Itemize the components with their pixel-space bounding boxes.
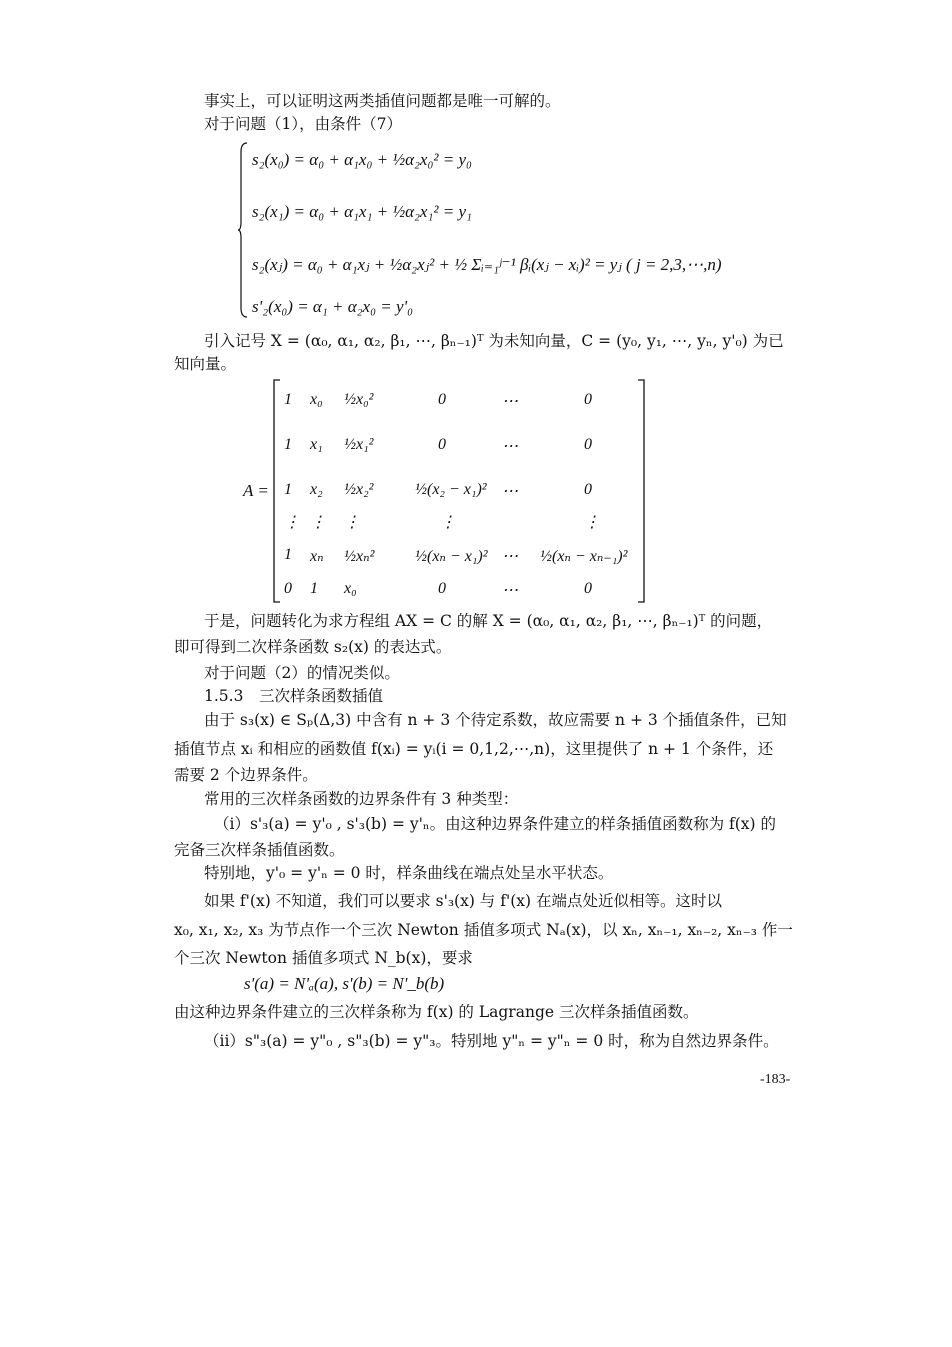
equation-newton-condition: s'(a) = N'ₐ(a), s'(b) = N'_b(b)	[244, 974, 445, 993]
matrix-cell-r1-c5: ⋯	[502, 393, 518, 410]
matrix-cell-r6-c1: 0	[284, 580, 292, 597]
paragraph-notation: 引入记号 X = (α₀, α₁, α₂, β₁, ⋯, βₙ₋₁)ᵀ 为未知向量，C = (y₀, y₁, ⋯, yₙ, y'₀) 为已	[204, 332, 784, 350]
equation-s2-xj: s₂(xⱼ) = α₀ + α₁xⱼ + ½α₂xⱼ² + ½ Σᵢ₌₁ʲ⁻¹ βᵢ(xⱼ − xᵢ)² = yⱼ ( j = 2,3,⋯,n)	[252, 255, 722, 274]
paragraph-boundary-i-cont: 完备三次样条插值函数。	[174, 841, 345, 859]
matrix-cell-r1-c6: 0	[584, 391, 592, 408]
paragraph-cubic-intro-cont2: 需要 2 个边界条件。	[174, 766, 318, 784]
paragraph-problem2: 对于问题（2）的情况类似。	[204, 664, 400, 682]
matrix-cell-r4-c3: ⋮	[344, 514, 360, 531]
matrix-cell-r2-c5: ⋯	[502, 438, 518, 455]
matrix-label: A =	[243, 481, 269, 500]
paragraph-reduction: 于是，问题转化为求方程组 AX = C 的解 X = (α₀, α₁, α₂, β₁, ⋯, βₙ₋₁)ᵀ 的问题，	[204, 612, 773, 630]
paragraph-boundary-i: （i）s'₃(a) = y'₀ , s'₃(b) = y'ₙ。由这种边界条件建立的样条插值函数称为 f(x) 的	[214, 815, 777, 833]
matrix-cell-r2-c1: 1	[284, 436, 292, 453]
paragraph-lagrange: 由这种边界条件建立的三次样条称为 f(x) 的 Lagrange 三次样条插值函数。	[174, 1003, 699, 1021]
paragraph-notation-cont: 知向量。	[174, 355, 237, 373]
matrix-cell-r3-c2: x₂	[310, 481, 323, 498]
equation-brace	[238, 142, 248, 318]
matrix-cell-r3-c1: 1	[284, 481, 292, 498]
matrix-cell-r2-c6: 0	[584, 436, 592, 453]
paragraph-special-case: 特别地，y'₀ = y'ₙ = 0 时，样条曲线在端点处呈水平状态。	[204, 864, 614, 882]
matrix-cell-r4-c6: ⋮	[584, 514, 600, 531]
equation-s2-x0: s₂(x₀) = α₀ + α₁x₀ + ½α₂x₀² = y₀	[252, 150, 472, 169]
matrix-cell-r5-c1: 1	[284, 546, 292, 563]
matrix-cell-r5-c2: xₙ	[310, 548, 324, 565]
matrix-cell-r4-c1: ⋮	[284, 514, 300, 531]
matrix-cell-r1-c4: 0	[438, 391, 446, 408]
matrix-cell-r1-c2: x₀	[310, 391, 323, 408]
matrix-cell-r6-c4: 0	[438, 580, 446, 597]
matrix-cell-r6-c3: x₀	[344, 580, 357, 597]
paragraph-newton: 如果 f'(x) 不知道，我们可以要求 s'₃(x) 与 f'(x) 在端点处近似相等。这时以	[204, 892, 722, 910]
matrix-cell-r2-c4: 0	[438, 436, 446, 453]
paragraph-boundary-ii: （ii）s"₃(a) = y"₀ , s"₃(b) = y"₃。特别地 y"ₙ = y"ₙ = 0 时，称为自然边界条件。	[204, 1032, 779, 1050]
matrix-cell-r2-c3: ½x₁²	[344, 436, 374, 453]
page-number: -183-	[760, 1072, 791, 1087]
matrix-cell-r4-c2: ⋮	[310, 514, 326, 531]
matrix-cell-r3-c6: 0	[584, 481, 592, 498]
matrix-cell-r5-c6: ½(xₙ − xₙ₋₁)²	[540, 548, 628, 565]
matrix-cell-r5-c4: ½(xₙ − x₁)²	[415, 548, 488, 565]
paragraph-newton-cont2: 个三次 Newton 插值多项式 N_b(x)，要求	[174, 949, 473, 967]
matrix-cell-r6-c5: ⋯	[502, 582, 518, 599]
matrix-cell-r3-c5: ⋯	[502, 483, 518, 500]
equation-s2-x1: s₂(x₁) = α₀ + α₁x₁ + ½α₂x₁² = y₁	[252, 202, 472, 221]
matrix-cell-r3-c4: ½(x₂ − x₁)²	[415, 481, 487, 498]
section-heading-cubic-spline: 1.5.3 三次样条函数插值	[204, 687, 383, 705]
paragraph-reduction-cont: 即可得到二次样条函数 s₂(x) 的表达式。	[174, 638, 452, 656]
equation-derivative-x0: s'₂(x₀) = α₁ + α₂x₀ = y'₀	[252, 297, 414, 316]
matrix-cell-r5-c5: ⋯	[502, 548, 518, 565]
paragraph-cubic-intro: 由于 s₃(x) ∈ Sₚ(Δ,3) 中含有 n + 3 个待定系数，故应需要 n + 3 个插值条件，已知	[204, 711, 787, 729]
matrix-cell-r5-c3: ½xₙ²	[344, 548, 375, 565]
paragraph-newton-cont1: x₀, x₁, x₂, x₃ 为节点作一个三次 Newton 插值多项式 Nₐ(x)，以 xₙ, xₙ₋₁, xₙ₋₂, xₙ₋₃ 作一	[174, 921, 793, 939]
matrix-cell-r6-c6: 0	[584, 580, 592, 597]
paragraph-uniqueness: 事实上，可以证明这两类插值问题都是唯一可解的。	[204, 92, 561, 110]
paragraph-boundary-types: 常用的三次样条函数的边界条件有 3 种类型：	[204, 790, 519, 808]
paragraph-cubic-intro-cont1: 插值节点 xᵢ 和相应的函数值 f(xᵢ) = yᵢ(i = 0,1,2,⋯,n)，这里提供了 n + 1 个条件，还	[174, 740, 774, 758]
matrix-cell-r6-c2: 1	[310, 580, 318, 597]
paragraph-problem1-intro: 对于问题（1），由条件（7）	[204, 115, 402, 133]
matrix-cell-r2-c2: x₁	[310, 436, 323, 453]
matrix-cell-r3-c3: ½x₂²	[344, 481, 374, 498]
matrix-cell-r1-c3: ½x₀²	[344, 391, 374, 408]
matrix-cell-r1-c1: 1	[284, 391, 292, 408]
matrix-cell-r4-c4: ⋮	[440, 514, 456, 531]
